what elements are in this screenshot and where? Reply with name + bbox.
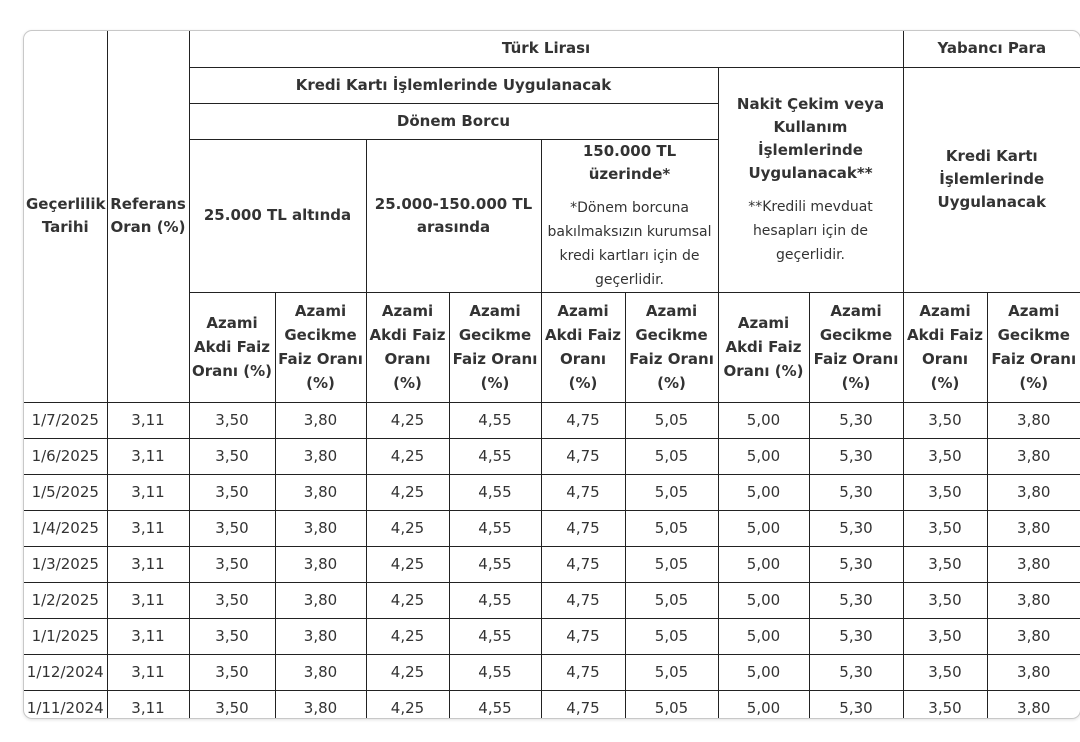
cell-tl-25k-150k-contract: 4,25 (366, 510, 449, 546)
cell-fx-contract: 3,50 (903, 654, 987, 690)
cell-cash-late: 5,30 (809, 510, 903, 546)
header-tier-25000-150000: 25.000-150.000 TL arasında (366, 139, 541, 292)
cell-tl-over150k-late: 5,05 (625, 402, 718, 438)
cell-tl-over150k-contract: 4,75 (541, 546, 625, 582)
cell-tl-over150k-contract: 4,75 (541, 618, 625, 654)
table-row (24, 582, 1080, 618)
cell-fx-contract: 3,50 (903, 510, 987, 546)
header-cash-withdrawal (718, 67, 903, 292)
cell-tl-over150k-contract: 4,75 (541, 690, 625, 719)
cell-tl-25k-150k-late: 4,55 (449, 618, 541, 654)
cell-tl-25k-150k-contract: 4,25 (366, 690, 449, 719)
cell-tl-under25k-contract: 3,50 (189, 618, 275, 654)
cell-tl-under25k-contract: 3,50 (189, 654, 275, 690)
cell-reference-rate: 3,11 (107, 582, 189, 618)
cell-cash-late: 5,30 (809, 402, 903, 438)
cell-tl-25k-150k-late: 4,55 (449, 582, 541, 618)
cell-cash-late: 5,30 (809, 438, 903, 474)
cell-tl-25k-150k-contract: 4,25 (366, 546, 449, 582)
cell-cash-late: 5,30 (809, 690, 903, 719)
cell-tl-25k-150k-late: 4,55 (449, 654, 541, 690)
cell-tl-over150k-contract: 4,75 (541, 402, 625, 438)
cell-tl-over150k-late: 5,05 (625, 690, 718, 719)
cell-fx-contract: 3,50 (903, 690, 987, 719)
cell-reference-rate: 3,11 (107, 402, 189, 438)
cell-cash-late: 5,30 (809, 474, 903, 510)
cell-fx-late: 3,80 (987, 438, 1080, 474)
cell-tl-under25k-late: 3,80 (275, 618, 366, 654)
cell-tl-25k-150k-contract: 4,25 (366, 654, 449, 690)
cell-tl-under25k-contract: 3,50 (189, 690, 275, 719)
cell-tl-over150k-contract: 4,75 (541, 438, 625, 474)
cell-tl-over150k-late: 5,05 (625, 474, 718, 510)
table-header (24, 31, 1080, 402)
cell-cash-late: 5,30 (809, 654, 903, 690)
cell-fx-late: 3,80 (987, 654, 1080, 690)
cell-fx-contract: 3,50 (903, 582, 987, 618)
cell-validity-date: 1/11/2024 (24, 690, 107, 719)
cell-tl-over150k-contract: 4,75 (541, 474, 625, 510)
cell-tl-under25k-late: 3,80 (275, 474, 366, 510)
cell-tl-25k-150k-late: 4,55 (449, 510, 541, 546)
cell-tl-25k-150k-contract: 4,25 (366, 582, 449, 618)
header-validity-date: Geçerlilik Tarihi (24, 31, 107, 402)
table-row (24, 654, 1080, 690)
cell-validity-date: 1/2/2025 (24, 582, 107, 618)
cell-reference-rate: 3,11 (107, 546, 189, 582)
cell-tl-25k-150k-late: 4,55 (449, 402, 541, 438)
cell-tl-under25k-late: 3,80 (275, 402, 366, 438)
cell-reference-rate: 3,11 (107, 618, 189, 654)
cell-validity-date: 1/12/2024 (24, 654, 107, 690)
subheader-late-rate: Azami Gecikme Faiz Oranı (%) (625, 292, 718, 402)
cell-tl-under25k-late: 3,80 (275, 438, 366, 474)
subheader-contract-rate: Azami Akdi Faiz Oranı (%) (189, 292, 275, 402)
cell-tl-25k-150k-contract: 4,25 (366, 402, 449, 438)
cell-cash-contract: 5,00 (718, 654, 809, 690)
table-row (24, 618, 1080, 654)
table-row (24, 546, 1080, 582)
tier-over-150000-title: 150.000 TL üzerinde* (582, 141, 677, 183)
cell-tl-under25k-contract: 3,50 (189, 402, 275, 438)
header-foreign-currency: Yabancı Para (903, 31, 1080, 67)
cell-reference-rate: 3,11 (107, 438, 189, 474)
cell-tl-25k-150k-late: 4,55 (449, 474, 541, 510)
cell-tl-over150k-contract: 4,75 (541, 582, 625, 618)
cell-fx-late: 3,80 (987, 510, 1080, 546)
cell-tl-25k-150k-late: 4,55 (449, 690, 541, 719)
cell-reference-rate: 3,11 (107, 474, 189, 510)
cell-fx-contract: 3,50 (903, 402, 987, 438)
cell-cash-contract: 5,00 (718, 618, 809, 654)
cell-tl-under25k-contract: 3,50 (189, 438, 275, 474)
cell-reference-rate: 3,11 (107, 690, 189, 719)
header-tier-under-25000: 25.000 TL altında (189, 139, 366, 292)
table-row (24, 690, 1080, 719)
cell-fx-late: 3,80 (987, 474, 1080, 510)
cell-fx-contract: 3,50 (903, 438, 987, 474)
cell-cash-contract: 5,00 (718, 510, 809, 546)
cell-tl-over150k-late: 5,05 (625, 438, 718, 474)
cell-tl-under25k-contract: 3,50 (189, 582, 275, 618)
cell-fx-late: 3,80 (987, 546, 1080, 582)
cash-withdrawal-title: Nakit Çekim veya Kullanım İşlemlerinde Uygulanacak** (736, 94, 885, 182)
table-row (24, 438, 1080, 474)
cell-cash-late: 5,30 (809, 618, 903, 654)
cell-cash-contract: 5,00 (718, 546, 809, 582)
cell-tl-under25k-late: 3,80 (275, 690, 366, 719)
header-turkish-lira: Türk Lirası (189, 31, 903, 67)
table-row (24, 510, 1080, 546)
cell-fx-contract: 3,50 (903, 546, 987, 582)
cash-withdrawal-note: **Kredili mevduat hesapları için de geçerlidir. (748, 198, 873, 263)
cell-tl-25k-150k-contract: 4,25 (366, 474, 449, 510)
cell-validity-date: 1/7/2025 (24, 402, 107, 438)
cell-reference-rate: 3,11 (107, 510, 189, 546)
cell-validity-date: 1/5/2025 (24, 474, 107, 510)
cell-tl-under25k-late: 3,80 (275, 654, 366, 690)
table-row (24, 474, 1080, 510)
subheader-contract-rate: Azami Akdi Faiz Oranı (%) (366, 292, 449, 402)
header-reference-rate: Referans Oran (%) (107, 31, 189, 402)
cell-tl-under25k-contract: 3,50 (189, 510, 275, 546)
cell-tl-under25k-contract: 3,50 (189, 546, 275, 582)
cell-fx-late: 3,80 (987, 582, 1080, 618)
subheader-contract-rate: Azami Akdi Faiz Oranı (%) (903, 292, 987, 402)
cell-validity-date: 1/6/2025 (24, 438, 107, 474)
header-tier-over-150000 (541, 139, 718, 292)
cell-tl-25k-150k-late: 4,55 (449, 438, 541, 474)
cell-tl-over150k-contract: 4,75 (541, 654, 625, 690)
header-credit-card-transactions: Kredi Kartı İşlemlerinde Uygulanacak (189, 67, 718, 103)
cell-cash-late: 5,30 (809, 546, 903, 582)
table-body (24, 402, 1080, 719)
cell-cash-contract: 5,00 (718, 402, 809, 438)
cell-cash-contract: 5,00 (718, 690, 809, 719)
rates-table-container (23, 30, 1080, 719)
subheader-late-rate: Azami Gecikme Faiz Oranı (%) (987, 292, 1080, 402)
cell-tl-under25k-contract: 3,50 (189, 474, 275, 510)
tier-over-150000-note: *Dönem borcuna bakılmaksızın kurumsal kredi kartları için de geçerlidir. (547, 199, 712, 288)
cell-cash-contract: 5,00 (718, 474, 809, 510)
cell-tl-under25k-late: 3,80 (275, 582, 366, 618)
header-period-debt: Dönem Borcu (189, 103, 718, 139)
subheader-late-rate: Azami Gecikme Faiz Oranı (%) (809, 292, 903, 402)
cell-cash-contract: 5,00 (718, 582, 809, 618)
cell-tl-under25k-late: 3,80 (275, 546, 366, 582)
cell-cash-late: 5,30 (809, 582, 903, 618)
subheader-late-rate: Azami Gecikme Faiz Oranı (%) (275, 292, 366, 402)
table-row (24, 402, 1080, 438)
cell-tl-25k-150k-contract: 4,25 (366, 618, 449, 654)
cell-tl-over150k-late: 5,05 (625, 582, 718, 618)
cell-tl-over150k-late: 5,05 (625, 546, 718, 582)
subheader-contract-rate: Azami Akdi Faiz Oranı (%) (718, 292, 809, 402)
cell-reference-rate: 3,11 (107, 654, 189, 690)
cell-fx-contract: 3,50 (903, 474, 987, 510)
cell-tl-over150k-contract: 4,75 (541, 510, 625, 546)
cell-cash-contract: 5,00 (718, 438, 809, 474)
subheader-late-rate: Azami Gecikme Faiz Oranı (%) (449, 292, 541, 402)
cell-fx-late: 3,80 (987, 690, 1080, 719)
cell-tl-25k-150k-late: 4,55 (449, 546, 541, 582)
cell-validity-date: 1/3/2025 (24, 546, 107, 582)
cell-validity-date: 1/1/2025 (24, 618, 107, 654)
cell-tl-over150k-late: 5,05 (625, 654, 718, 690)
interest-rates-table (24, 31, 1080, 719)
cell-tl-25k-150k-contract: 4,25 (366, 438, 449, 474)
subheader-contract-rate: Azami Akdi Faiz Oranı (%) (541, 292, 625, 402)
cell-tl-over150k-late: 5,05 (625, 510, 718, 546)
cell-tl-over150k-late: 5,05 (625, 618, 718, 654)
cell-validity-date: 1/4/2025 (24, 510, 107, 546)
cell-fx-late: 3,80 (987, 402, 1080, 438)
cell-fx-late: 3,80 (987, 618, 1080, 654)
cell-fx-contract: 3,50 (903, 618, 987, 654)
cell-tl-under25k-late: 3,80 (275, 510, 366, 546)
header-fx-credit-card: Kredi Kartı İşlemlerinde Uygulanacak (903, 67, 1080, 292)
